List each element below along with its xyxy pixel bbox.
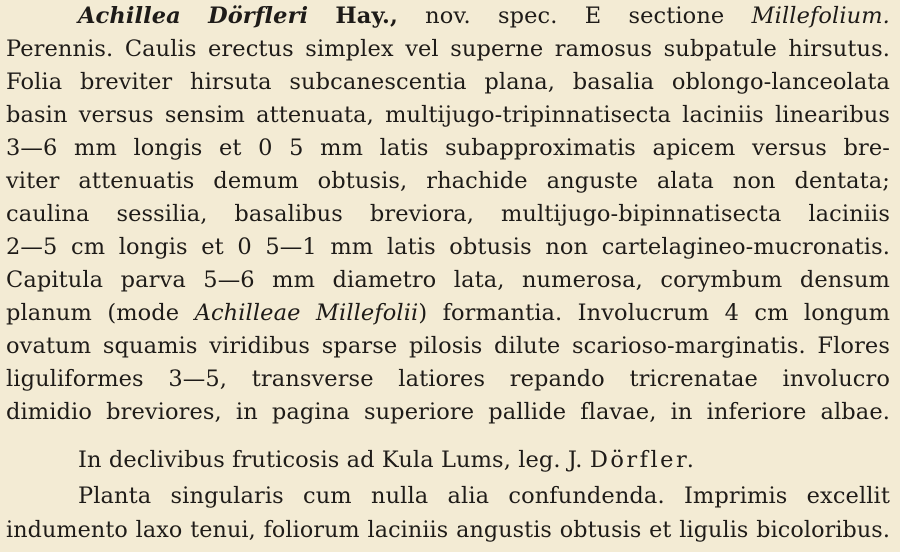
author-abbreviation: Hay.,: [335, 3, 398, 29]
text-line-10: [6, 297, 890, 330]
text-line-8: 2—5 cm longis et 0 5—1 mm latis obtusis non cartelagineo-mucronatis.: [6, 234, 890, 260]
text-line-9: Capitula parva 5—6 mm diametro lata, numerosa, corymbum densum: [6, 267, 890, 293]
text-line-2: Perennis. Caulis erectus simplex vel superne ramosus subpatule hirsutus.: [6, 36, 890, 62]
text-line-10-start: planum (mode: [6, 300, 180, 326]
text-line-5: 3—6 mm longis et 0 5 mm latis subapproximatis apicem versus bre-: [6, 135, 890, 161]
remark-line-2: indumento laxo tenui, foliorum laciniis angustis obtusis et ligulis bicoloribus.: [6, 517, 890, 543]
species-epithet: Dörfleri: [208, 3, 309, 29]
text-line-3: Folia breviter hirsuta subcanescentia plana, basalia oblongo-lanceolata: [6, 69, 890, 95]
species-heading-line: [78, 0, 890, 33]
text-line-11: ovatum squamis viridibus sparse pilosis dilute scarioso-marginatis. Flores: [6, 333, 890, 359]
reference-species-name: Achilleae Millefolii: [194, 300, 419, 326]
text-line-13: dimidio breviores, in pagina superiore pallide flavae, in inferiore albae.: [6, 399, 890, 425]
text-line-12: liguliformes 3—5, transverse latiores repando tricrenatae involucro: [6, 366, 890, 392]
section-name: Millefolium.: [751, 3, 890, 29]
text-line-10-end: ) formantia. Involucrum 4 cm longum: [418, 300, 890, 326]
remark-line-1: Planta singularis cum nulla alia confundenda. Imprimis excellit: [78, 483, 890, 509]
text-line-6: viter attenuatis demum obtusis, rhachide anguste alata non dentata;: [6, 168, 890, 194]
text-line-4: basin versus sensim attenuata, multijugo-tripinnatisecta laciniis linearibus: [6, 102, 890, 128]
locality-line: [78, 444, 696, 477]
heading-text: nov. spec. E sectione: [425, 3, 725, 29]
locality-text: In declivibus fruticosis ad Kula Lums, leg. J.: [78, 447, 583, 473]
text-line-7: caulina sessilia, basalibus breviora, multijugo-bipinnatisecta laciniis: [6, 201, 890, 227]
collector-name: Dörfler.: [589, 447, 697, 473]
genus-name: Achillea: [78, 3, 181, 29]
